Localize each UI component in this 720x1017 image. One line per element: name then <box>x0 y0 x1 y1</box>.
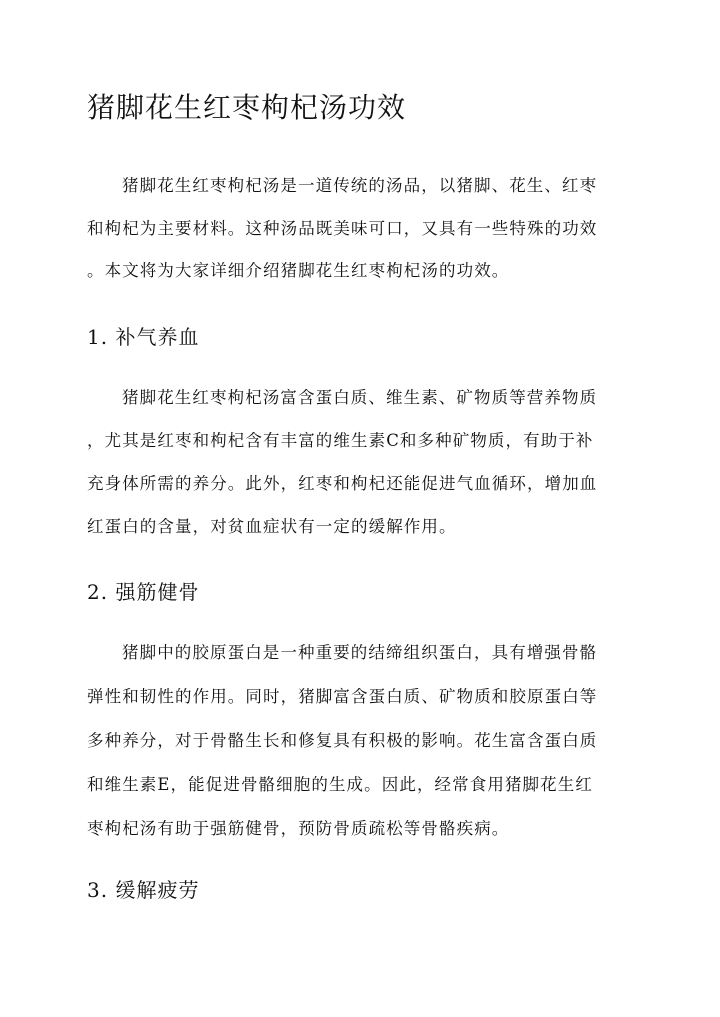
intro-line: 和枸杞为主要材料。这种汤品既美味可口，又具有一些特殊的功效 <box>87 219 598 238</box>
section-heading: 2. 强筋健骨 <box>87 580 200 604</box>
section-heading: 3. 缓解疲劳 <box>87 878 200 902</box>
paragraph-line: ，尤其是红枣和枸杞含有丰富的维生素C和多种矿物质，有助于补 <box>87 431 594 450</box>
paragraph-line: 和维生素E，能促进骨骼细胞的生成。因此，经常食用猪脚花生红 <box>87 775 593 794</box>
paragraph-line: 枣枸杞汤有助于强筋健骨，预防骨质疏松等骨骼疾病。 <box>87 819 510 838</box>
paragraph-line: 红蛋白的含量，对贫血症状有一定的缓解作用。 <box>87 517 457 536</box>
intro-line: 猪脚花生红枣枸杞汤是一道传统的汤品，以猪脚、花生、红枣 <box>122 176 598 195</box>
paragraph-line: 猪脚花生红枣枸杞汤富含蛋白质、维生素、矿物质等营养物质 <box>122 388 598 407</box>
paragraph-line: 多种养分，对于骨骼生长和修复具有积极的影响。花生富含蛋白质 <box>87 731 598 750</box>
paragraph-line: 弹性和韧性的作用。同时，猪脚富含蛋白质、矿物质和胶原蛋白等 <box>87 687 598 706</box>
paragraph-line: 猪脚中的胶原蛋白是一种重要的结缔组织蛋白，具有增强骨骼 <box>122 643 598 662</box>
page-title: 猪脚花生红枣枸杞汤功效 <box>87 91 407 124</box>
paragraph-line: 充身体所需的养分。此外，红枣和枸杞还能促进气血循环，增加血 <box>87 474 598 493</box>
section-heading: 1. 补气养血 <box>87 325 200 349</box>
intro-line: 。本文将为大家详细介绍猪脚花生红枣枸杞汤的功效。 <box>87 261 510 280</box>
